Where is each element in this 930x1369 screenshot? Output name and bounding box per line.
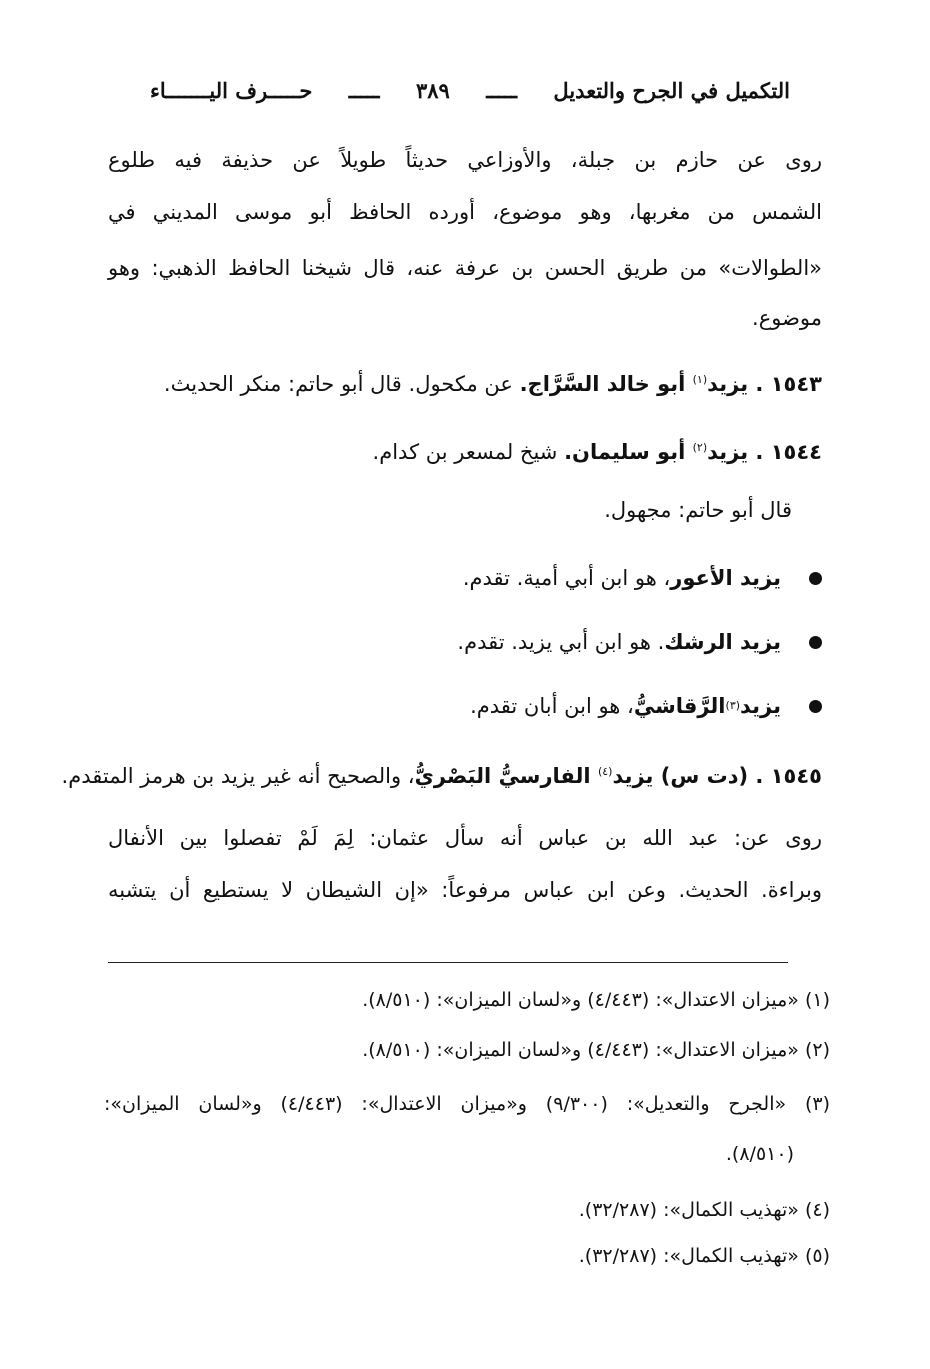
header-section: حـــــرف اليـــــــاء <box>150 77 313 103</box>
cross-ref-name-2: الرَّقاشيُّ <box>633 694 726 718</box>
entry-text: ، والصحيح أنه غير يزيد بن هرمز المتقدم. <box>61 764 415 788</box>
footnote-ref: (١) <box>692 373 708 386</box>
footnote: (٤) «تهذيب الكمال»: (٣٢/٢٨٧). <box>578 1199 830 1221</box>
footnote-ref: (٢) <box>692 441 708 454</box>
paragraph-line: روى عن: عبد الله بن عباس أنه سأل عثمان: لِمَ لَمْ تفصلوا بين الأنفال <box>108 826 822 850</box>
entry-heading: ١٥٤٤ . يزيد <box>707 440 822 464</box>
cross-ref-name: يزيد <box>740 694 781 718</box>
bullet-icon <box>809 700 822 713</box>
cross-ref-text: . هو ابن أبي يزيد. تقدم. <box>457 630 665 654</box>
paragraph-line: روى عن حازم بن جبلة، والأوزاعي حديثاً طويلاً عن حذيفة فيه طلوع <box>108 148 822 172</box>
cross-ref-name: يزيد الأعور <box>670 566 781 590</box>
footnote: (١) «ميزان الاعتدال»: (٤/٤٤٣) و«لسان الميزان»: (٨/٥١٠). <box>362 989 830 1011</box>
entry-1543 <box>164 360 822 404</box>
cross-ref-name: يزيد الرشك <box>664 630 781 654</box>
entry-1545 <box>62 752 822 796</box>
entry-1544 <box>373 428 822 472</box>
entry-1544-note: قال أبو حاتم: مجهول. <box>604 498 792 522</box>
cross-reference-item <box>463 558 822 598</box>
cross-reference-item <box>457 622 822 662</box>
footnote-ref: (٤) <box>597 765 613 778</box>
paragraph-line: «الطوالات» من طريق الحسن بن عرفة عنه، قال شيخنا الحافظ الذهبي: وهو <box>108 256 822 280</box>
running-header <box>150 72 790 108</box>
header-book-title: التكميل في الجرح والتعديل <box>553 77 790 103</box>
footnote-separator <box>108 962 788 963</box>
entry-name: أبو خالد السَّرَّاج. <box>519 372 693 396</box>
entry-heading: ١٥٤٥ . (دت س) يزيد <box>612 764 822 788</box>
bullet-icon <box>809 572 822 585</box>
footnote: (٢) «ميزان الاعتدال»: (٤/٤٤٣) و«لسان الميزان»: (٨/٥١٠). <box>362 1039 830 1061</box>
footnote: (٥) «تهذيب الكمال»: (٣٢/٢٨٧). <box>578 1245 830 1267</box>
header-dash: ـــــ <box>486 77 517 103</box>
cross-reference-item <box>470 686 822 726</box>
entry-name: الفارسيُّ البَصْريُّ <box>414 764 598 788</box>
paragraph-line: وبراءة. الحديث. وعن ابن عباس مرفوعاً: «إن الشيطان لا يستطيع أن يتشبه <box>108 878 822 902</box>
cross-ref-text: ، هو ابن أبان تقدم. <box>470 694 634 718</box>
footnote-continuation: (٨/٥١٠). <box>725 1143 794 1165</box>
footnote-ref: (٣) <box>725 699 741 712</box>
header-dash: ـــــ <box>348 77 380 103</box>
footnote: (٣) «الجرح والتعديل»: (٩/٣٠٠) و«ميزان الاعتدال»: (٤/٤٤٣) و«لسان الميزان»: <box>104 1093 831 1115</box>
entry-name: أبو سليمان. <box>564 440 693 464</box>
entry-text: شيخ لمسعر بن كدام. <box>372 440 565 464</box>
entry-text: عن مكحول. قال أبو حاتم: منكر الحديث. <box>163 372 520 396</box>
page-number: ٣٨٩ <box>415 77 450 103</box>
cross-ref-text: ، هو ابن أبي أمية. تقدم. <box>462 566 671 590</box>
bullet-icon <box>809 636 822 649</box>
paragraph-line: موضوع. <box>752 306 822 330</box>
entry-heading: ١٥٤٣ . يزيد <box>707 372 822 396</box>
paragraph-line: الشمس من مغربها، وهو موضوع، أورده الحافظ أبو موسى المديني في <box>108 200 822 224</box>
